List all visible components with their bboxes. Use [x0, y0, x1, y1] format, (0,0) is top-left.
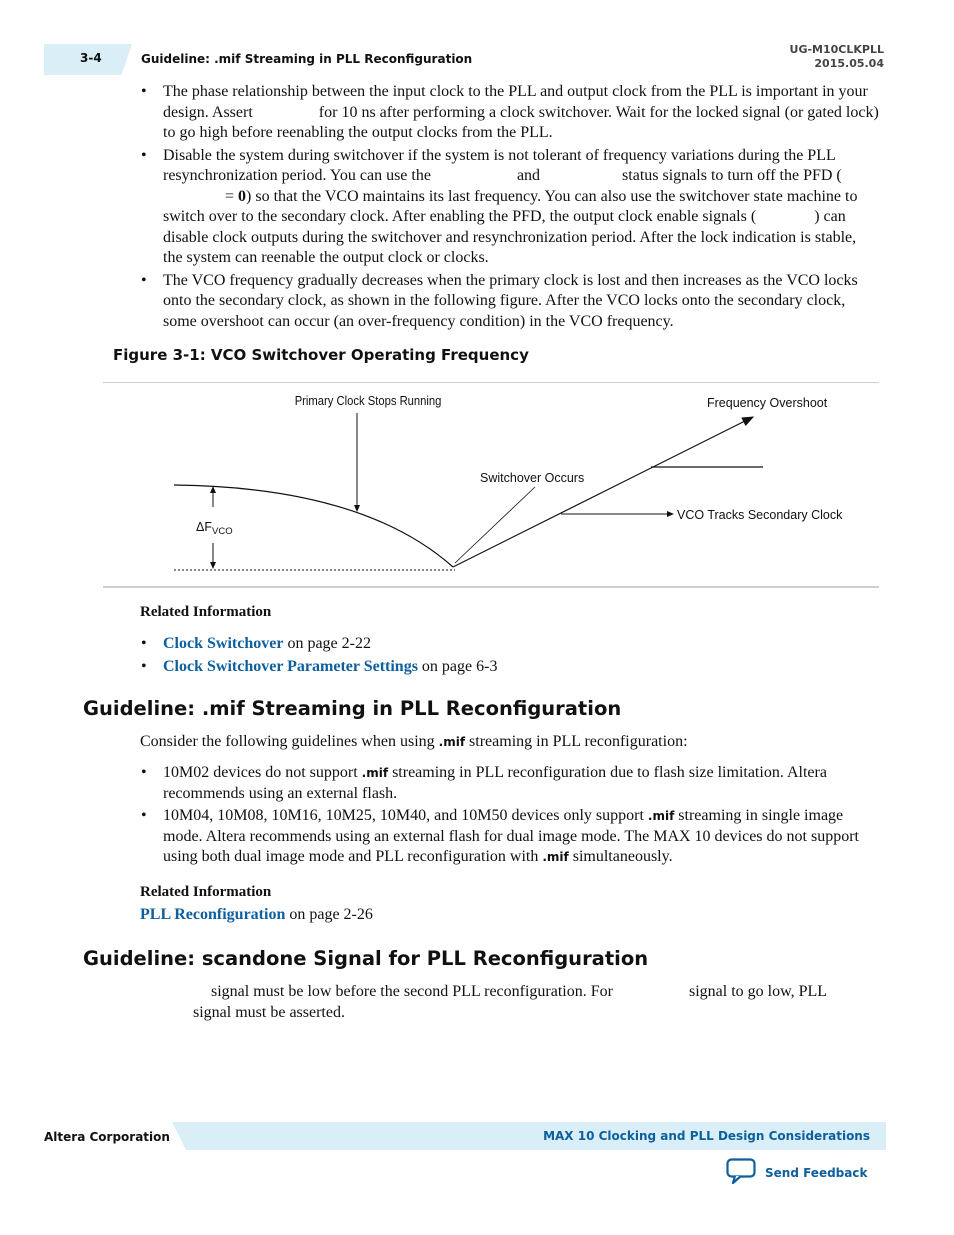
- link-clock-switchover-params[interactable]: Clock Switchover Parameter Settings: [163, 657, 418, 675]
- label-overshoot: Frequency Overshoot: [707, 396, 828, 410]
- section-heading-mif: Guideline: .mif Streaming in PLL Reconfiguration: [83, 697, 622, 720]
- figure-bottom-rule: [103, 586, 879, 588]
- related-info-heading: Related Information: [140, 604, 272, 620]
- figure-caption: Figure 3-1: VCO Switchover Operating Frequency: [113, 346, 529, 364]
- chat-bubble-icon: [726, 1158, 757, 1188]
- doc-info: [790, 43, 884, 71]
- doc-date: 2015.05.04: [814, 57, 884, 70]
- switchover-pointer: [455, 487, 535, 563]
- list-item: • 10M02 devices do not support .mif streaming in PLL reconfiguration due to flash size limitation. Altera recommends using an external flash.: [139, 763, 879, 804]
- mif-intro: Consider the following guidelines when using .mif streaming in PLL reconfiguration:: [140, 733, 688, 750]
- footer-company: Altera Corporation: [44, 1130, 170, 1144]
- vco-switchover-diagram: [103, 383, 879, 586]
- list-item: • 10M04, 10M08, 10M16, 10M25, 10M40, and 10M50 devices only support .mif streaming in single image mode. Altera recommends using an external flash for dual image mode. The MAX 10 devices do not support using both dual image mode and PLL reconfiguration with .mif simultaneously.: [139, 806, 879, 868]
- mif-guidelines-list: [139, 763, 879, 868]
- switchover-guidelines-list: [139, 82, 879, 332]
- related-info-heading: Related Information: [140, 884, 272, 900]
- send-feedback-button[interactable]: [726, 1158, 867, 1188]
- doc-id: UG-M10CLKPLL: [789, 43, 884, 56]
- running-title: Guideline: .mif Streaming in PLL Reconfiguration: [141, 52, 473, 66]
- list-item: • Clock Switchover on page 2-22: [139, 634, 839, 655]
- link-pll-reconfiguration[interactable]: PLL Reconfiguration: [140, 906, 286, 923]
- list-item: • The phase relationship between the input clock to the PLL and output clock from the PLL is important in your design. Assert for 10 ns after performing a clock switchover. Wait for the locked signal (or gated lock) to go high before reenabling the output clocks from the PLL.: [139, 82, 879, 144]
- send-feedback-label: Send Feedback: [765, 1166, 868, 1180]
- label-primary-stops: Primary Clock Stops Running: [294, 393, 442, 409]
- link-clock-switchover[interactable]: Clock Switchover: [163, 635, 284, 652]
- list-item: • Disable the system during switchover if the system is not tolerant of frequency variations during the PLL resynchronization period. You can use the and status signals to turn off the PFD ( = 0) so that the VCO maintains its last frequency. You can also use the switchover state machine to switch over to the secondary clock. After enabling the PFD, the output clock enable signals ( ) can disable clock outputs during the switchover and resynchronization period. After the lock indication is stable, the system can reenable the output clock or clocks.: [139, 146, 879, 269]
- footer-doc-title: MAX 10 Clocking and PLL Design Considerations: [543, 1129, 870, 1143]
- related-link-row: PLL Reconfiguration on page 2-26: [140, 906, 373, 923]
- list-item: • Clock Switchover Parameter Settings on page 6-3: [139, 657, 839, 678]
- recovery-line: [453, 417, 753, 567]
- page-number: 3-4: [80, 51, 102, 65]
- scandone-paragraph: signal must be low before the second PLL reconfiguration. For signal to go low, PLL signal must be asserted.: [193, 983, 828, 1021]
- label-switchover: Switchover Occurs: [480, 471, 585, 485]
- section-heading-scandone: Guideline: scandone Signal for PLL Reconfiguration: [83, 947, 649, 970]
- label-tracks: VCO Tracks Secondary Clock: [677, 508, 843, 522]
- list-item: • The VCO frequency gradually decreases when the primary clock is lost and then increases as the VCO locks onto the secondary clock, as shown in the following figure. After the VCO locks onto the secondary clock, some overshoot can occur (an over-frequency condition) in the VCO frequency.: [139, 271, 879, 333]
- related-links-list: [139, 634, 839, 677]
- label-delta: $\Delta F_{VCO}$: [196, 520, 233, 537]
